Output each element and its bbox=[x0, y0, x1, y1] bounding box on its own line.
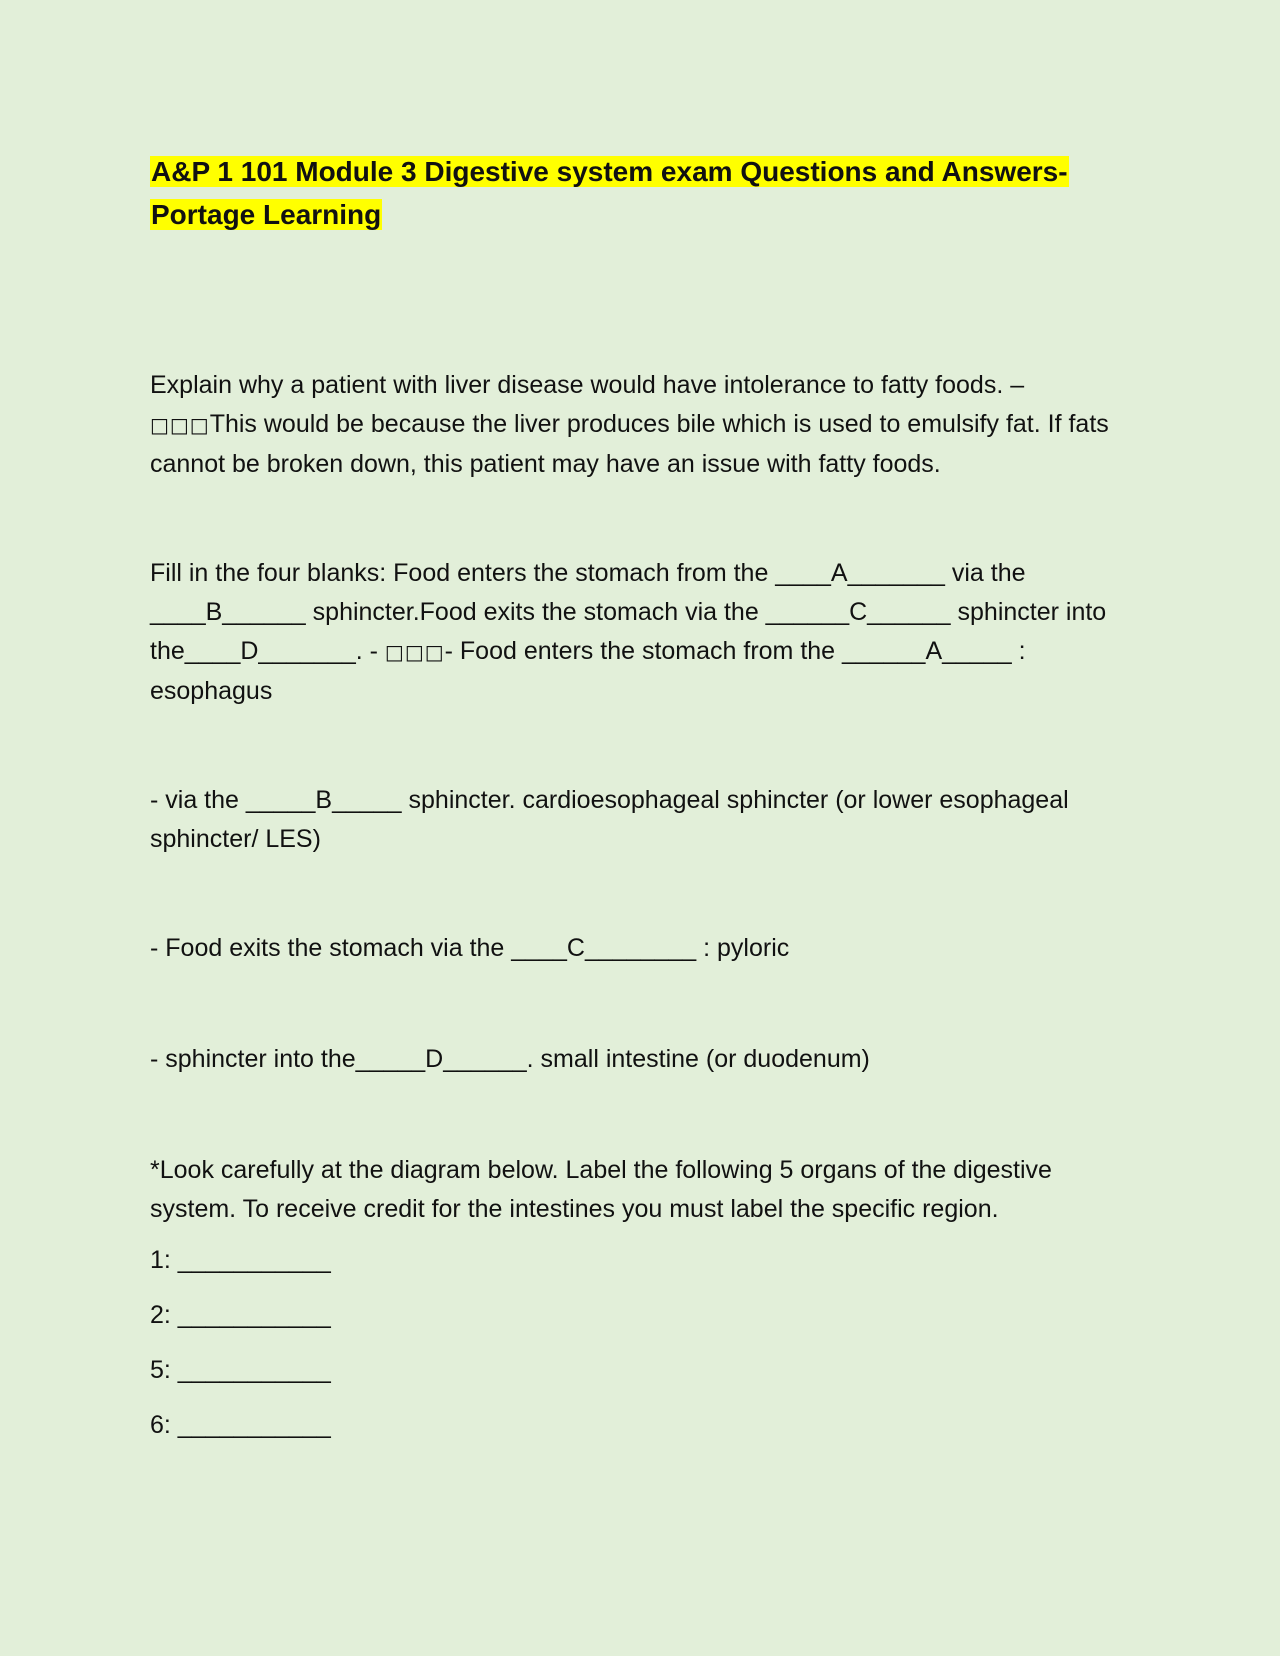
document-title bbox=[150, 150, 1135, 236]
missing-glyph-icon: □□□ bbox=[384, 640, 445, 664]
answer-blank-b: - via the _____B_____ sphincter. cardioesophageal sphincter (or lower esophageal sphincter/ LES) bbox=[150, 786, 1069, 853]
label-answer-5: 5: ___________ bbox=[150, 1356, 331, 1384]
answer-blank-d: - sphincter into the_____D______. small intestine (or duodenum) bbox=[150, 1045, 870, 1073]
document-title-highlight: A&P 1 101 Module 3 Digestive system exam Questions and Answers- Portage Learning bbox=[151, 156, 1068, 230]
question-liver-disease-text: Explain why a patient with liver disease would have intolerance to fatty foods. – bbox=[150, 371, 1025, 399]
answer-blank-a: - Food enters the stomach from the ______A_____ : esophagus bbox=[150, 637, 1026, 705]
answer-blank-c: - Food exits the stomach via the ____C________ : pyloric bbox=[150, 934, 790, 962]
label-answer-1: 1: ___________ bbox=[150, 1246, 331, 1274]
document-content bbox=[150, 150, 1135, 1461]
question-four-blanks-text: Fill in the four blanks: Food enters the stomach from the ____A_______ via the ____B______ sphincter.Food exits the stomach via the ______C______ sphincter into the____D_______. - bbox=[150, 559, 1107, 665]
missing-glyph-icon: □□□ bbox=[150, 413, 210, 437]
label-answer-2: 2: ___________ bbox=[150, 1301, 331, 1329]
label-answer-list bbox=[150, 1241, 1135, 1445]
question-diagram-labels: *Look carefully at the diagram below. Label the following 5 organs of the digestive system. To receive credit for the intestines you must label the specific region. bbox=[150, 1156, 1052, 1223]
question-liver-disease bbox=[150, 366, 1135, 484]
question-four-blanks bbox=[150, 554, 1135, 711]
label-answer-6: 6: ___________ bbox=[150, 1411, 331, 1439]
answer-liver-disease-text: This would be because the liver produces bile which is used to emulsify fat. If fats cannot be broken down, this patient may have an issue with fatty foods. bbox=[150, 410, 1109, 478]
